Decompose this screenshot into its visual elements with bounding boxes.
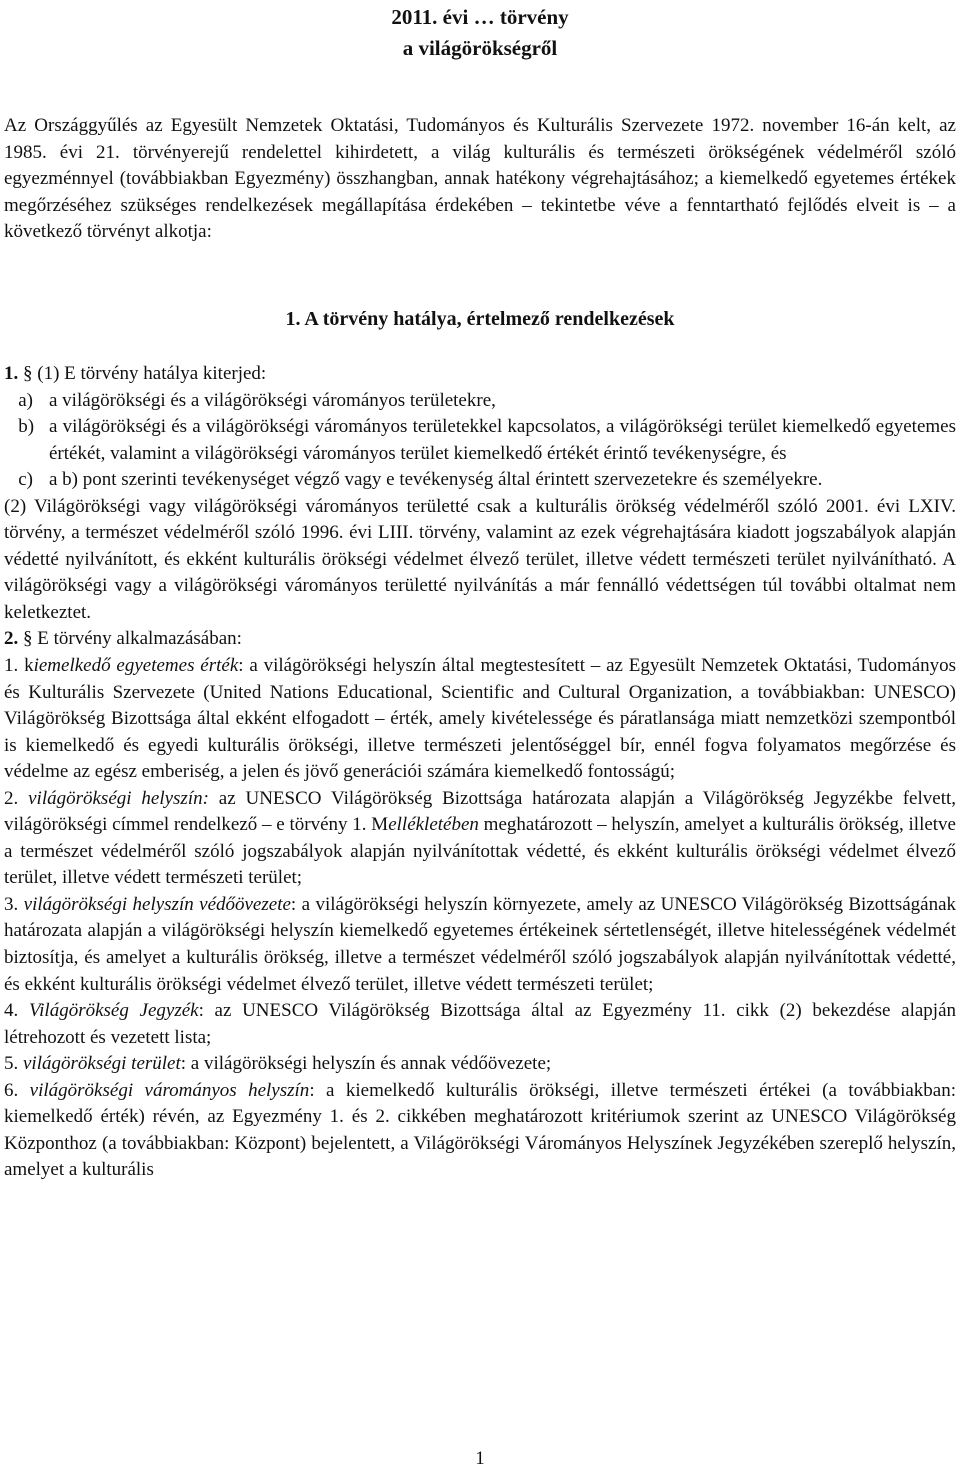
- section-1-intro: 1. § (1) E törvény hatálya kiterjed:: [4, 363, 267, 384]
- section-heading: 1. A törvény hatálya, értelmező rendelkezések: [285, 308, 675, 330]
- section-1-paragraph-2: (2) Világörökségi vagy világörökségi várományos területté csak a kulturális örökség védelméről szóló 2001. évi LXIV. törvény, a természet védelméről szóló 1996. évi LIII. törvény, valamint az ezek végrehajtására kiadott jogszabályok alapján védetté nyilvánított, és ekként kulturális örökségi védelmet élvező terület, illetve védett természeti terület nyilvánítható. A világörökségi vagy a világörökségi várományos területté nyilvánítás a már fennálló védettségen túl további oltalmat nem keletkeztet.: [4, 495, 956, 623]
- list-item-c-label: c): [18, 469, 34, 491]
- definition-2-term: világörökségi helyszín:: [28, 787, 209, 809]
- definition-6-term: világörökségi várományos helyszín: [29, 1079, 310, 1101]
- section-1-intro-text: (1) E törvény hatálya kiterjed:: [37, 363, 267, 384]
- document-subtitle: a világörökségről: [402, 36, 558, 60]
- definition-2: 2. világörökségi helyszín: az UNESCO Világörökség Bizottsága határozata alapján a Világörökség Jegyzékbe felvett, világörökségi címmel rendelkező – e törvény 1. Mellékletében meghatározott – helyszín, amelyet a kulturális örökség, illetve a természet védelméről szóló jogszabályok alapján nyilvánítottak védetté, és ekként kulturális örökségi védelmet élvező terület, illetve védett természeti terület;: [4, 787, 956, 889]
- definition-4: 4. Világörökség Jegyzék: az UNESCO Világörökség Bizottsága által az Egyezmény 11. cikk (2) bekezdése alapján létrehozott és vezetett lista;: [4, 1000, 957, 1048]
- section-2-intro-text: E törvény alkalmazásában:: [37, 628, 242, 650]
- section-2-intro: 2. § E törvény alkalmazásában:: [4, 628, 242, 650]
- definition-5: 5. világörökségi terület: a világörökségi helyszín és annak védőövezete;: [4, 1053, 552, 1075]
- list-item-c-text: a b) pont szerinti tevékenységet végző vagy e tevékenység által érintett szervezetekre és személyekre.: [49, 469, 823, 491]
- body-text: [4, 361, 956, 1184]
- list-item-a: [4, 388, 956, 415]
- document-title: 2011. évi … törvény: [391, 5, 569, 29]
- definition-6: 6. világörökségi várományos helyszín: a kiemelkedő kulturális örökségi, illetve természeti értékei (a továbbiakban: kiemelkedő érték) révén, az Egyezmény 1. és 2. cikkében meghatározott kritériumok szerint az UNESCO Világörökség Központhoz (a továbbiakban: Központ) bejelentett, a Világörökségi Várományos Helyszínek Jegyzékében szereplő helyszín, amelyet a kulturális: [4, 1079, 956, 1181]
- list-item-b-text: a világörökségi és a világörökségi várományos területekkel kapcsolatos, a világörökségi terület kiemelkedő egyetemes értékét, valamint a világörökségi várományos terület kiemelkedő értékét érintő tevékenységre, és: [49, 416, 956, 464]
- definition-5-term: világörökségi terület: [23, 1053, 181, 1075]
- definition-3-term: világörökségi helyszín védőövezete: [23, 893, 291, 915]
- section-2-number: 2.: [4, 628, 19, 650]
- definition-4-term: Világörökség Jegyzék: [28, 1000, 199, 1022]
- definition-1: 1. kiemelkedő egyetemes érték: a világörökségi helyszín által megtestesített – az Egyesült Nemzetek Oktatási, Tudományos és Kulturális Szervezete (United Nations Educational, Scientific and Cultural Organization, a továbbiakban: UNESCO) Világörökség Bizottsága által ekként elfogadott – érték, amely kivételessége és páratlansága miatt nemzetközi szempontból is kiemelkedő és egyedi kulturális örökségi, illetve természeti jelentőséggel bír, ennél fogva folyamatos megőrzése és védelme az egész emberiség, a jelen és jövő generációi számára kiemelkedő fontosságú;: [4, 655, 957, 783]
- page-number: 1: [475, 1448, 485, 1469]
- preamble-paragraph: Az Országgyűlés az Egyesült Nemzetek Oktatási, Tudományos és Kulturális Szervezete 1972. november 16-án kelt, az 1985. évi 21. törvényerejű rendelettel kihirdetett, a világ kulturális és természeti örökségének védelméről szóló egyezménnyel (továbbiakban Egyezmény) összhangban, annak hatékony végrehajtásához; a kiemelkedő egyetemes értékek megőrzéséhez szükséges rendelkezések megállapítása érdekében – tekintetbe véve a fenntartható fejlődés elveit is – a következő törvényt alkotja:: [4, 115, 956, 243]
- list-item-c: [4, 467, 956, 494]
- definition-3: 3. világörökségi helyszín védőövezete: a világörökségi helyszín környezete, amely az UNESCO Világörökség Bizottságának határozata alapján a világörökségi helyszín kiemelkedő egyetemes értékeinek sértetlenségét, illetve hitelességének védelmét biztosítja, és amelyet a kulturális örökség, illetve a természet védelméről szóló jogszabályok alapján nyilvánítottak védetté, és ekként kulturális örökségi védelmet élvező terület, illetve védett természeti terület;: [4, 893, 957, 995]
- section-1-number: 1.: [4, 363, 19, 384]
- list-item-a-text: a világörökségi és a világörökségi várományos területekre,: [49, 389, 496, 411]
- list-item-b-label: b): [18, 416, 35, 438]
- list-item-a-label: a): [18, 389, 34, 411]
- definition-1-term: iemelkedő egyetemes érték: [33, 655, 239, 677]
- list-item-b: [4, 414, 956, 467]
